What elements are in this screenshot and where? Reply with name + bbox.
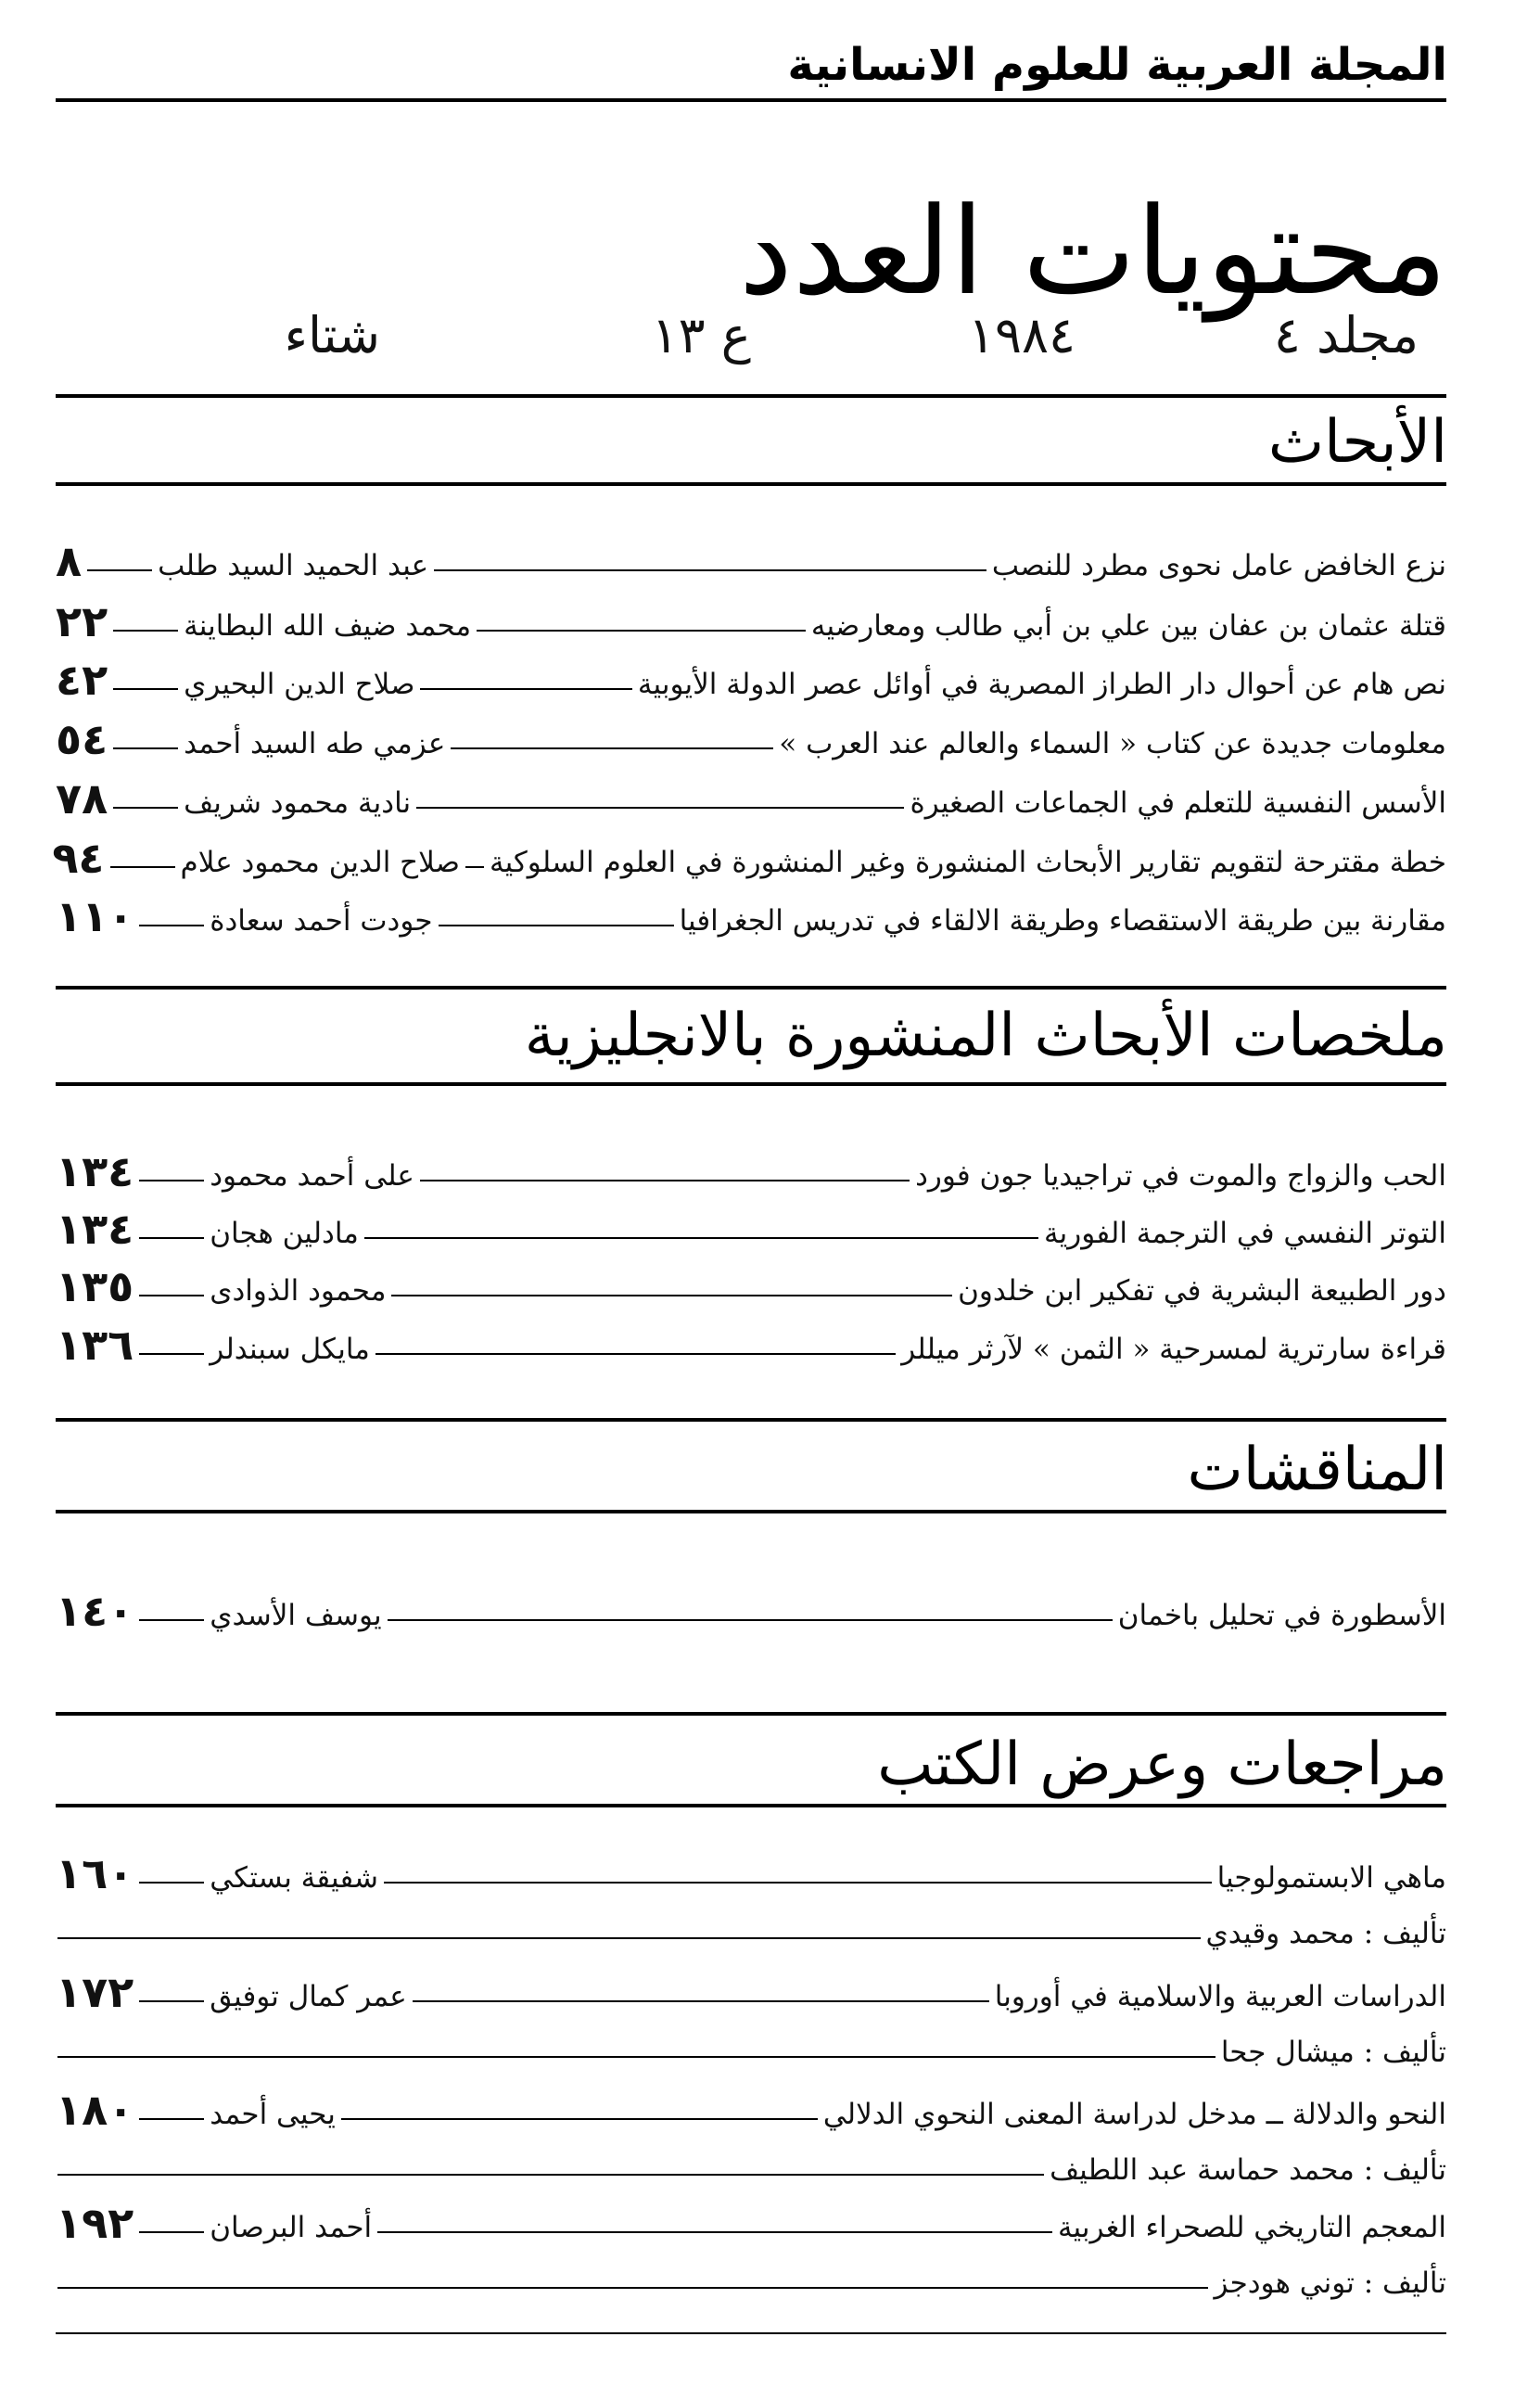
leader-line xyxy=(139,925,204,926)
toc-entry xyxy=(56,884,1446,941)
entry-author: شفيقة بستكي xyxy=(210,1861,378,1895)
entry-title: التوتر النفسي في الترجمة الفورية xyxy=(1043,1217,1446,1250)
entry-title: الأسطورة في تحليل باخمان xyxy=(1117,1599,1446,1632)
leader-line xyxy=(375,1353,896,1355)
toc-entry xyxy=(56,647,1446,705)
entry-title: نزع الخافض عامل نحوى مطرد للنصب xyxy=(991,549,1446,582)
entry-page-number: ١٦٠ xyxy=(56,1848,134,1898)
issue-info xyxy=(148,306,1446,389)
book-author: تأليف : محمد حماسة عبد اللطيف xyxy=(1050,2153,1446,2187)
entry-title: قراءة سارترية لمسرحية « الثمن » لآرثر ميللر xyxy=(901,1333,1446,1366)
leader-line xyxy=(384,1882,1212,1884)
entry-page-number: ٨ xyxy=(56,536,83,586)
leader-line xyxy=(139,2231,204,2233)
entry-title: الأسس النفسية للتعلم في الجماعات الصغيرة xyxy=(910,786,1446,820)
entry-title: معلومات جديدة عن كتاب « السماء والعالم عند العرب » xyxy=(779,727,1446,760)
entry-page-number: ٩٤ xyxy=(52,833,105,883)
journal-name: المجلة العربية للعلوم الانسانية xyxy=(787,39,1447,91)
leader-line xyxy=(391,1295,952,1296)
entry-author: يحيى أحمد xyxy=(210,2098,336,2131)
entry-page-number: ٤٢ xyxy=(56,655,108,705)
entry-author: عمر كمال توفيق xyxy=(210,1980,407,2013)
entry-title: النحو والدلالة ــ مدخل لدراسة المعنى النحوي الدلالي xyxy=(822,2098,1446,2131)
divider xyxy=(56,482,1446,486)
entry-title: الدراسات العربية والاسلامية في أوروبا xyxy=(994,1980,1446,2013)
toc-entry xyxy=(56,1578,1446,1636)
section-title-english-abstracts: ملخصات الأبحاث المنشورة بالانجليزية xyxy=(524,1002,1447,1070)
review-book-author-row xyxy=(56,2015,1446,2069)
leader-line xyxy=(139,2000,204,2002)
leader-line xyxy=(139,1180,204,1181)
toc-entry xyxy=(56,766,1446,824)
toc-entry xyxy=(56,1254,1446,1311)
review-book-author-row xyxy=(56,2246,1446,2300)
entry-author: محمد ضيف الله البطاينة xyxy=(184,609,472,643)
leader-line xyxy=(377,2231,1052,2233)
leader-line xyxy=(434,569,986,571)
toc-entry xyxy=(56,1139,1446,1196)
issue-title: محتويات العدد xyxy=(738,181,1447,322)
leader-line xyxy=(416,807,904,809)
leader-line xyxy=(113,630,178,632)
divider xyxy=(56,1418,1446,1422)
leader-line xyxy=(57,2174,1044,2176)
leader-line xyxy=(57,2287,1208,2289)
leader-line xyxy=(341,2118,818,2120)
entry-author: نادية محمود شريف xyxy=(184,786,412,820)
entry-title: الحب والزواج والموت في تراجيديا جون فورد xyxy=(915,1159,1446,1193)
entry-author: صلاح الدين محمود علام xyxy=(180,846,460,879)
leader-line xyxy=(139,1237,204,1239)
leader-line xyxy=(57,1937,1201,1939)
header-divider xyxy=(56,98,1446,102)
issue-year: ١٩٨٤ xyxy=(967,306,1075,364)
book-author: تأليف : محمد وقيدي xyxy=(1205,1917,1446,1950)
toc-entry xyxy=(52,825,1446,883)
entry-title: خطة مقترحة لتقويم تقارير الأبحاث المنشورة وغير المنشورة في العلوم السلوكية xyxy=(490,846,1446,879)
entry-title: مقارنة بين طريقة الاستقصاء وطريقة الالقاء في تدريس الجغرافيا xyxy=(679,904,1446,938)
leader-line xyxy=(451,747,773,749)
entry-author: عزمي طه السيد أحمد xyxy=(184,727,446,760)
leader-line xyxy=(113,688,178,690)
toc-entry xyxy=(56,1960,1446,2017)
leader-line xyxy=(139,1619,204,1621)
leader-line xyxy=(439,925,674,926)
leader-line xyxy=(139,1882,204,1884)
entry-page-number: ٥٤ xyxy=(56,714,108,764)
divider xyxy=(56,1510,1446,1513)
issue-season: شتاء xyxy=(284,306,380,364)
leader-line xyxy=(364,1237,1038,1239)
leader-line xyxy=(110,866,175,868)
entry-author: على أحمد محمود xyxy=(210,1159,414,1193)
toc-entry xyxy=(56,529,1446,586)
entry-page-number: ١٣٦ xyxy=(56,1320,134,1370)
leader-line xyxy=(139,1353,204,1355)
toc-entry xyxy=(56,1841,1446,1898)
book-author: تأليف : توني هودجز xyxy=(1214,2267,1446,2300)
leader-line xyxy=(139,1295,204,1296)
toc-entry xyxy=(56,1196,1446,1254)
divider xyxy=(56,1712,1446,1716)
divider xyxy=(56,1804,1446,1807)
entry-author: جودت أحمد سعادة xyxy=(210,904,433,938)
issue-number: ع ١٣ xyxy=(651,306,751,364)
leader-line xyxy=(57,2056,1215,2058)
leader-line xyxy=(113,807,178,809)
leader-line xyxy=(139,2118,204,2120)
leader-line xyxy=(113,747,178,749)
divider xyxy=(56,394,1446,398)
entry-title: دور الطبيعة البشرية في تفكير ابن خلدون xyxy=(958,1274,1446,1308)
entry-page-number: ١٩٢ xyxy=(56,2198,134,2248)
entry-page-number: ٢٢ xyxy=(56,596,108,646)
leader-line xyxy=(420,1180,910,1181)
leader-line xyxy=(477,630,806,632)
entry-author: مادلين هجان xyxy=(210,1217,359,1250)
entry-author: أحمد البرصان xyxy=(210,2211,373,2244)
toc-entry xyxy=(56,707,1446,764)
entry-page-number: ١٤٠ xyxy=(56,1586,134,1636)
toc-entry xyxy=(56,589,1446,646)
entry-page-number: ١٨٠ xyxy=(56,2085,134,2135)
toc-entry xyxy=(56,1312,1446,1370)
entry-title: المعجم التاريخي للصحراء الغربية xyxy=(1057,2211,1446,2244)
entry-title: قتلة عثمان بن عفان بين علي بن أبي طالب ومعارضيه xyxy=(810,609,1446,643)
entry-title: ماهي الابستمولوجيا xyxy=(1216,1861,1446,1895)
entry-page-number: ١١٠ xyxy=(56,891,134,941)
entry-page-number: ١٣٤ xyxy=(56,1146,134,1196)
review-book-author-row xyxy=(56,2133,1446,2187)
divider xyxy=(56,1082,1446,1086)
issue-volume: مجلد ٤ xyxy=(1273,306,1419,364)
section-title-discussions: المناقشات xyxy=(1187,1436,1447,1504)
entry-page-number: ١٧٢ xyxy=(56,1967,134,2017)
leader-line xyxy=(465,866,484,868)
toc-entry xyxy=(56,2077,1446,2135)
entry-author: محمود الذوادى xyxy=(210,1274,387,1308)
review-book-author-row xyxy=(56,1896,1446,1950)
toc-entry xyxy=(56,2190,1446,2248)
entry-author: صلاح الدين البحيري xyxy=(184,668,415,701)
entry-author: عبد الحميد السيد طلب xyxy=(158,549,429,582)
entry-page-number: ١٣٥ xyxy=(56,1261,134,1311)
divider xyxy=(56,986,1446,990)
entry-page-number: ١٣٤ xyxy=(56,1204,134,1254)
footer-divider xyxy=(56,2332,1446,2334)
entry-title: نص هام عن أحوال دار الطراز المصرية في أوائل عصر الدولة الأيوبية xyxy=(637,668,1446,701)
leader-line xyxy=(87,569,152,571)
entry-author: يوسف الأسدي xyxy=(210,1599,382,1632)
leader-line xyxy=(413,2000,989,2002)
section-title-reviews: مراجعات وعرض الكتب xyxy=(877,1730,1447,1799)
entry-page-number: ٧٨ xyxy=(56,773,108,824)
leader-line xyxy=(420,688,631,690)
book-author: تأليف : ميشال جحا xyxy=(1220,2036,1446,2069)
section-title-research: الأبحاث xyxy=(1267,408,1447,477)
leader-line xyxy=(388,1619,1113,1621)
entry-author: مايكل سبندلر xyxy=(210,1333,370,1366)
